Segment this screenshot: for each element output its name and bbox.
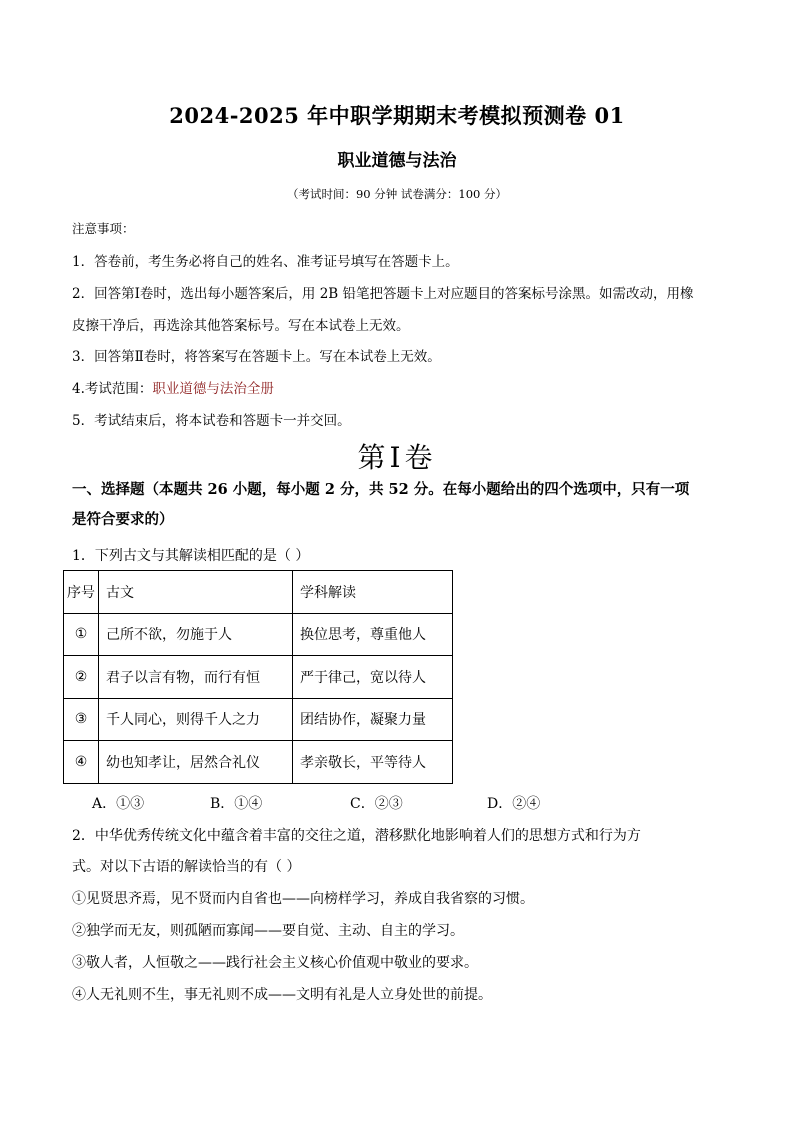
question-1-option-b: B．①④ bbox=[210, 796, 263, 812]
notice-item-2-line-1: 2．回答第Ⅰ卷时，选出每小题答案后，用 2B 铅笔把答题卡上对应题目的答案标号涂黑。如需改动，用橡 bbox=[72, 286, 694, 302]
notice-item-3: 3．回答第Ⅱ卷时，将答案写在答题卡上。写在本试卷上无效。 bbox=[72, 349, 441, 365]
exam-title: 2024-2025 年中职学期期末考模拟预测卷 01 bbox=[169, 103, 625, 128]
notice-heading: 注意事项： bbox=[72, 221, 135, 236]
table-cell: 千人同心，则得千人之力 bbox=[99, 698, 293, 741]
table-cell: 严于律己，宽以待人 bbox=[293, 656, 453, 699]
notice-item-4-prefix: 4.考试范围： bbox=[72, 381, 153, 397]
section-instruction-line-1: 一、选择题（本题共 26 小题，每小题 2 分，共 52 分。在每小题给出的四个选项中，只有一项 bbox=[72, 481, 690, 498]
notice-item-1: 1．答卷前，考生务必将自己的姓名、准考证号填写在答题卡上。 bbox=[72, 254, 459, 270]
question-2-stem-line-1: 2．中华优秀传统文化中蕴含着丰富的交往之道，潜移默化地影响着人们的思想方式和行为方 bbox=[72, 828, 641, 844]
question-1-option-c: C．②③ bbox=[350, 796, 403, 812]
question-1-option-a: A．①③ bbox=[92, 796, 145, 812]
notice-item-5: 5．考试结束后，将本试卷和答题卡一并交回。 bbox=[72, 413, 351, 429]
table-row bbox=[64, 656, 453, 699]
table-header-cell: 古文 bbox=[99, 571, 293, 614]
question-2-stem-line-2: 式。对以下古语的解读恰当的有（ ） bbox=[72, 859, 301, 875]
section-instruction-line-2: 是符合要求的） bbox=[72, 511, 174, 528]
table-header-row bbox=[64, 571, 453, 614]
table-cell: ③ bbox=[64, 698, 99, 741]
table-cell: 己所不欲，勿施于人 bbox=[99, 613, 293, 656]
question-2-statement-4: ④人无礼则不生，事无礼则不成——文明有礼是人立身处世的前提。 bbox=[72, 987, 492, 1003]
subject-title: 职业道德与法治 bbox=[337, 151, 457, 171]
question-1-option-d: D．②④ bbox=[487, 796, 541, 812]
table-cell: 孝亲敬长，平等待人 bbox=[293, 741, 453, 784]
section-title: 第Ⅰ卷 bbox=[357, 441, 437, 474]
table-header-cell: 序号 bbox=[64, 571, 99, 614]
table-row bbox=[64, 698, 453, 741]
table-cell: ② bbox=[64, 656, 99, 699]
question-2-statement-2: ②独学而无友，则孤陋而寡闻——要自觉、主动、自主的学习。 bbox=[72, 923, 464, 939]
table-cell: 团结协作，凝聚力量 bbox=[293, 698, 453, 741]
notice-item-4 bbox=[72, 377, 274, 397]
table-cell: ④ bbox=[64, 741, 99, 784]
table-cell: 君子以言有物，而行有恒 bbox=[99, 656, 293, 699]
table-row bbox=[64, 613, 453, 656]
exam-scope-link[interactable]: 职业道德与法治全册 bbox=[152, 381, 274, 397]
table-cell: ① bbox=[64, 613, 99, 656]
table-row bbox=[64, 741, 453, 784]
question-2-statement-3: ③敬人者，人恒敬之——践行社会主义核心价值观中敬业的要求。 bbox=[72, 955, 478, 971]
exam-time-info: （考试时间：90 分钟 试卷满分：100 分） bbox=[286, 187, 508, 201]
notice-item-2-line-2: 皮擦干净后，再选涂其他答案标号。写在本试卷上无效。 bbox=[72, 318, 410, 334]
table-cell: 换位思考，尊重他人 bbox=[293, 613, 453, 656]
question-1-stem: 1．下列古文与其解读相匹配的是（ ） bbox=[72, 548, 310, 564]
question-1-table bbox=[63, 570, 453, 784]
table-header-cell: 学科解读 bbox=[293, 571, 453, 614]
table-cell: 幼也知孝让，居然合礼仪 bbox=[99, 741, 293, 784]
question-2-statement-1: ①见贤思齐焉，见不贤而内自省也——向榜样学习，养成自我省察的习惯。 bbox=[72, 891, 534, 907]
